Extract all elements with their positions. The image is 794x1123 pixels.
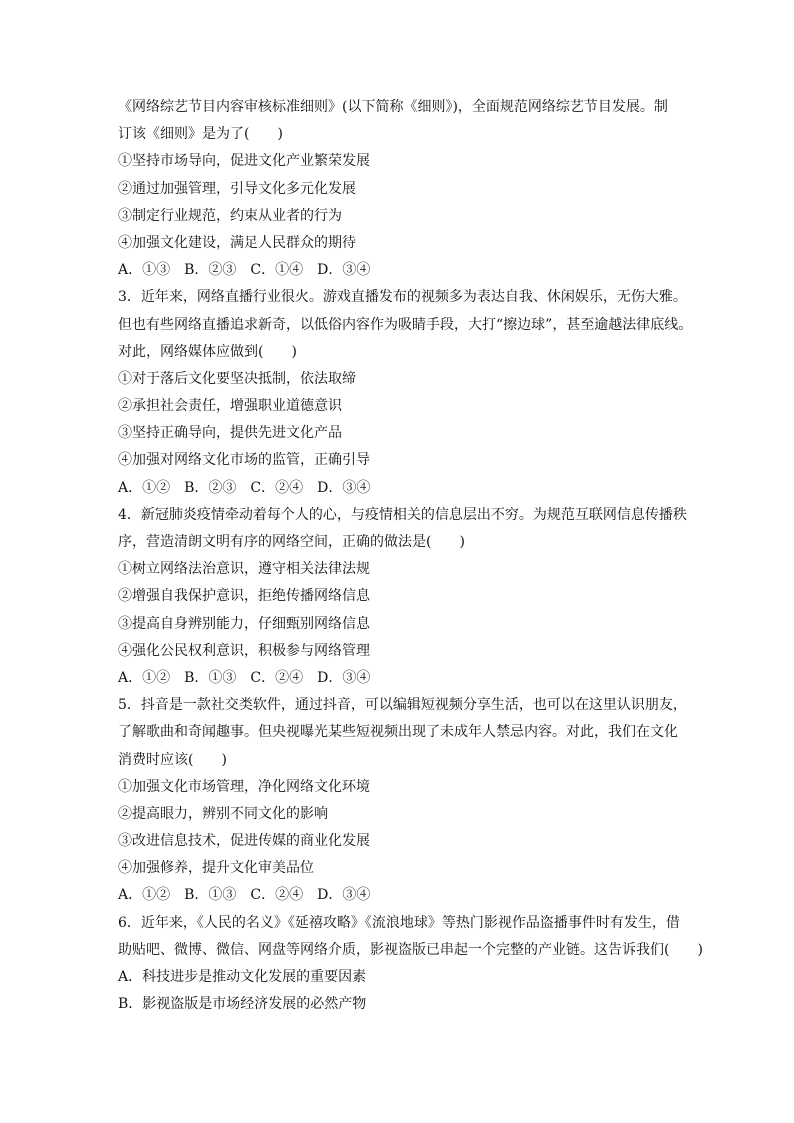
option-3: ③改进信息技术，促进传媒的商业化发展	[118, 833, 370, 850]
option-3: ③提高自身辨别能力，仔细甄别网络信息	[118, 615, 370, 632]
question-3	[118, 284, 693, 502]
option-2: ②增强自我保护意识，拒绝传播网络信息	[118, 588, 370, 605]
option-1: ①加强文化市场管理，净化网络文化环境	[118, 778, 370, 795]
question-stem-line: 助贴吧、微博、微信、网盘等网络介质，影视盗版已串起一个完整的产业链。这告诉我们( )	[118, 941, 703, 958]
option-2: ②通过加强管理，引导文化多元化发展	[118, 180, 356, 197]
question-4	[118, 502, 690, 692]
question-stem-line: 序，营造清朗文明有序的网络空间，正确的做法是( )	[118, 534, 465, 550]
question-stem-line: 订该《细则》是为了( )	[118, 126, 283, 143]
question-6	[118, 910, 703, 1019]
question-stem-line: 但也有些网络直播追求新奇，以低俗内容作为吸睛手段，大打“擦边球”，甚至逾越法律底线。	[118, 316, 693, 333]
option-a: A．科技进步是推动文化发展的重要因素	[118, 969, 367, 985]
question-stem-line: 消费时应该( )	[118, 751, 227, 768]
question-5	[118, 692, 690, 910]
answer-choices: A．①② B．①③ C．②④ D．③④	[118, 887, 371, 904]
option-1: ①坚持市场导向，促进文化产业繁荣发展	[118, 153, 370, 170]
question-stem-line: 5．抖音是一款社交类软件，通过抖音，可以编辑短视频分享生活，也可以在这里认识朋友，	[118, 697, 687, 714]
option-4: ④加强文化建设，满足人民群众的期待	[118, 234, 356, 251]
question-stem-line: 6．近年来，《人民的名义》《延禧攻略》《流浪地球》等热门影视作品盗播事件时有发生，借	[118, 914, 680, 931]
question-2	[118, 94, 690, 284]
question-stem-line: 《网络综艺节目内容审核标准细则》(以下简称《细则》)，全面规范网络综艺节目发展。制	[118, 99, 668, 115]
option-3: ③制定行业规范，约束从业者的行为	[118, 207, 342, 224]
question-stem-line: 4．新冠肺炎疫情牵动着每个人的心，与疫情相关的信息层出不穷。为规范互联网信息传播秩	[118, 506, 687, 523]
answer-choices: A．①③ B．②③ C．①④ D．③④	[118, 262, 371, 279]
option-3: ③坚持正确导向，提供先进文化产品	[118, 425, 342, 442]
option-1: ①树立网络法治意识，遵守相关法律法规	[118, 561, 370, 578]
option-1: ①对于落后文化要坚决抵制，依法取缔	[118, 370, 356, 387]
question-stem-line: 对此，网络媒体应做到( )	[118, 343, 297, 360]
option-4: ④强化公民权利意识，积极参与网络管理	[118, 642, 370, 659]
option-4: ④加强对网络文化市场的监管，正确引导	[118, 452, 370, 469]
option-2: ②承担社会责任，增强职业道德意识	[118, 398, 342, 415]
question-stem-line: 了解歌曲和奇闻趣事。但央视曝光某些短视频出现了未成年人禁忌内容。对此，我们在文化	[118, 724, 678, 741]
option-4: ④加强修养，提升文化审美品位	[118, 860, 314, 877]
option-2: ②提高眼力，辨别不同文化的影响	[118, 805, 328, 822]
option-b: B．影视盗版是市场经济发展的必然产物	[118, 996, 367, 1013]
answer-choices: A．①② B．②③ C．②④ D．③④	[118, 479, 371, 496]
question-list	[118, 94, 703, 1018]
answer-choices: A．①② B．①③ C．②④ D．③④	[118, 669, 371, 686]
question-stem-line: 3．近年来，网络直播行业很火。游戏直播发布的视频多为表达自我、休闲娱乐，无伤大雅。	[118, 289, 687, 306]
